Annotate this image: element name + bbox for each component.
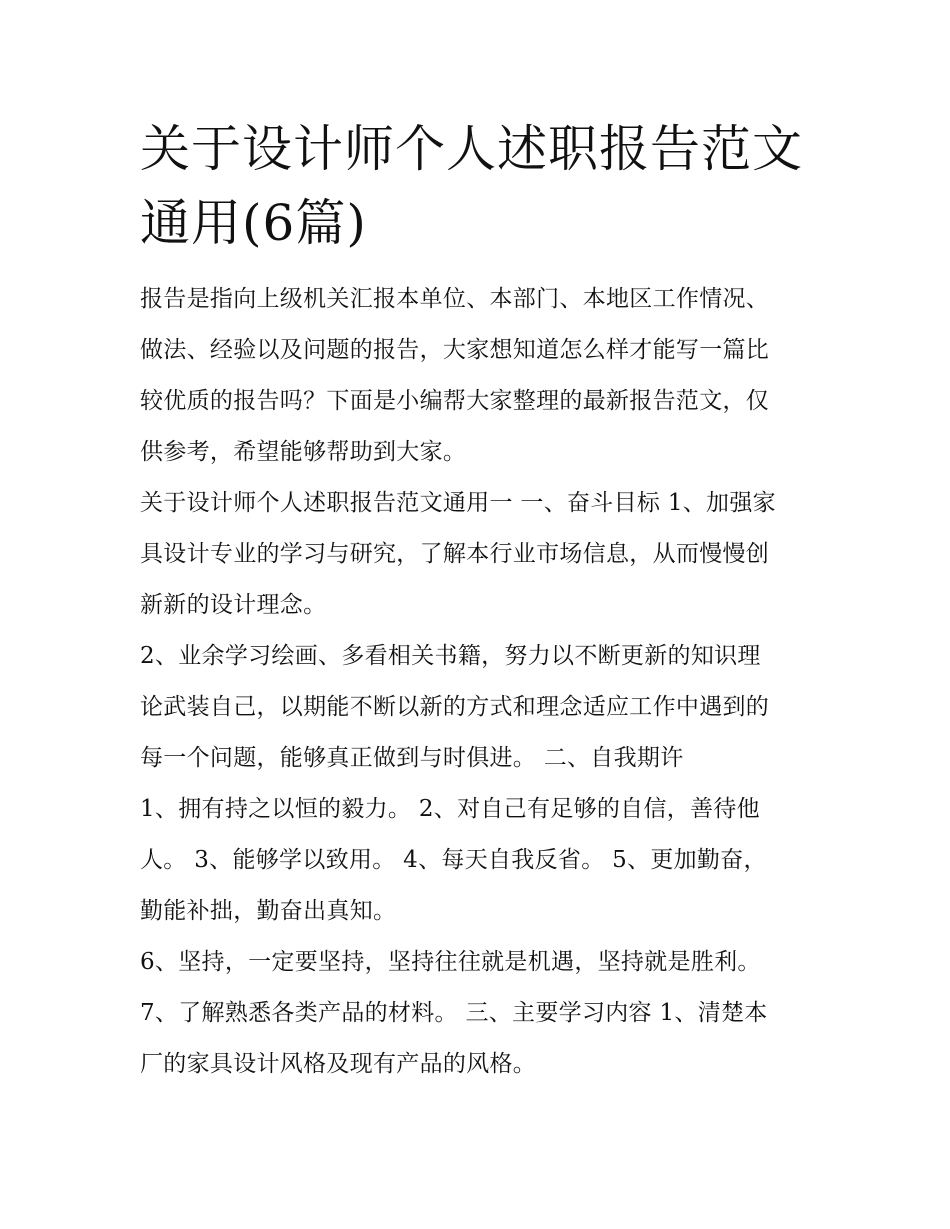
text-line: 2、业余学习绘画、多看相关书籍，努力以不断更新的知识理 — [140, 643, 761, 669]
document-body — [140, 274, 820, 1090]
text-line: 人。 3、能够学以致用。 4、每天自我反省。 5、更加勤奋， — [140, 847, 767, 873]
body-paragraph — [140, 784, 820, 937]
title-line: 通用(6篇) — [140, 194, 367, 252]
text-line: 7、了解熟悉各类产品的材料。 三、主要学习内容 1、清楚本 — [140, 1000, 768, 1026]
document-title — [140, 112, 820, 260]
body-paragraph — [140, 631, 820, 784]
text-line: 新新的设计理念。 — [140, 592, 327, 618]
text-line: 关于设计师个人述职报告范文通用一 一、奋斗目标 1、加强家 — [140, 490, 776, 516]
text-line: 供参考，希望能够帮助到大家。 — [140, 439, 467, 465]
title-line: 关于设计师个人述职报告范文 — [140, 120, 803, 178]
text-line: 勤能补拙，勤奋出真知。 — [140, 898, 397, 924]
text-line: 6、坚持，一定要坚持，坚持往往就是机遇，坚持就是胜利。 — [140, 949, 761, 975]
text-line: 具设计专业的学习与研究，了解本行业市场信息，从而慢慢创 — [140, 541, 770, 567]
text-line: 论武装自己，以期能不断以新的方式和理念适应工作中遇到的 — [140, 694, 770, 720]
text-line: 报告是指向上级机关汇报本单位、本部门、本地区工作情况、 — [140, 286, 770, 312]
text-line: 1、拥有持之以恒的毅力。 2、对自己有足够的自信，善待他 — [140, 796, 760, 822]
text-line: 较优质的报告吗？下面是小编帮大家整理的最新报告范文，仅 — [140, 388, 770, 414]
text-line: 做法、经验以及问题的报告，大家想知道怎么样才能写一篇比 — [140, 337, 770, 363]
body-paragraph — [140, 937, 820, 988]
body-paragraph — [140, 988, 820, 1090]
text-line: 每一个问题，能够真正做到与时俱进。 二、自我期许 — [140, 745, 684, 771]
intro-paragraph — [140, 274, 820, 478]
text-line: 厂的家具设计风格及现有产品的风格。 — [140, 1051, 537, 1077]
body-paragraph — [140, 478, 820, 631]
